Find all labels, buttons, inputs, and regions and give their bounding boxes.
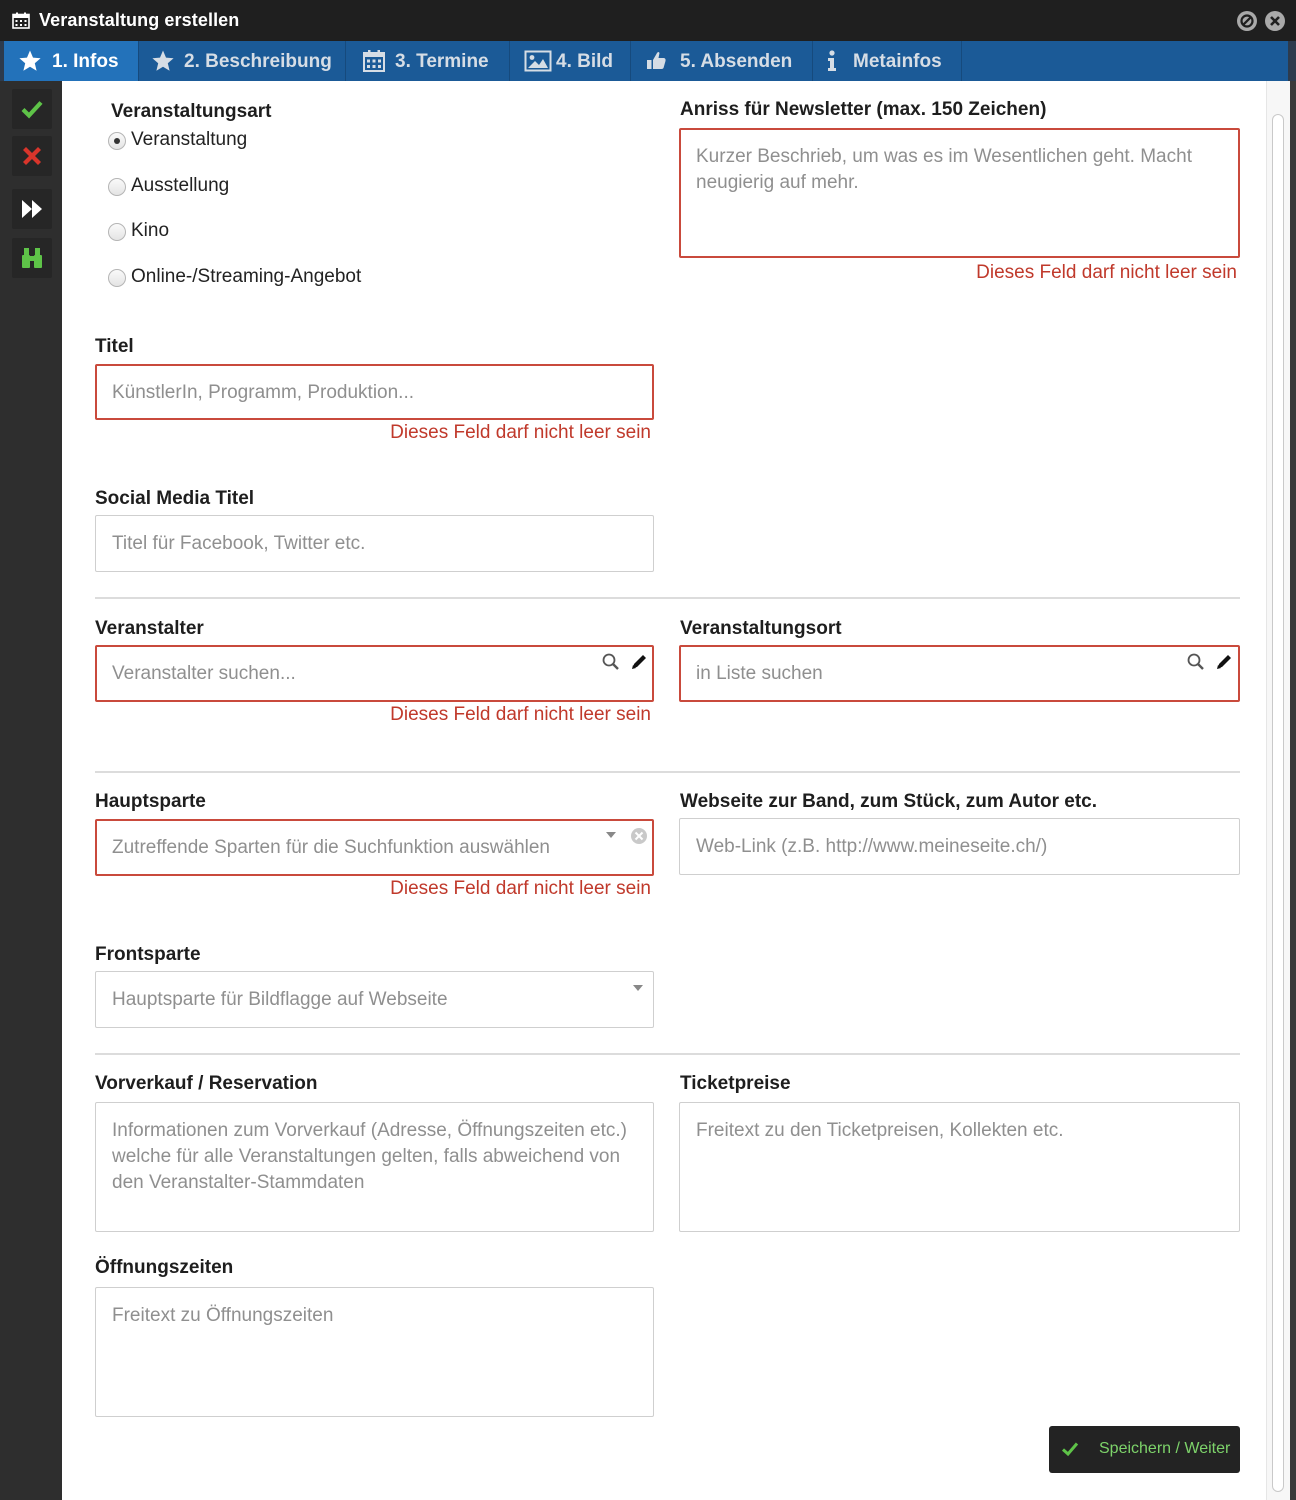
fast-forward-icon [20, 197, 44, 221]
social-title-label: Social Media Titel [95, 488, 255, 509]
tab-label: 2. Beschreibung [184, 51, 332, 72]
image-icon [524, 49, 552, 73]
ticket-prices-placeholder: Freitext zu den Ticketpreisen, Kollekten etc. [696, 1120, 1064, 1141]
thumbs-up-icon [645, 49, 667, 73]
tab-label: 3. Termine [395, 51, 489, 72]
tab-termine[interactable] [346, 41, 509, 81]
info-icon [825, 49, 839, 73]
tab-beschreibung[interactable] [139, 41, 345, 81]
front-category-select[interactable] [95, 971, 654, 1028]
close-button[interactable] [1265, 11, 1285, 31]
radio-button[interactable] [108, 223, 126, 241]
main-category-label: Hauptsparte [95, 791, 206, 812]
tab-infos[interactable] [4, 41, 138, 81]
newsletter-placeholder: Kurzer Beschrieb, um was es im Wesentlichen geht. Macht neugierig auf mehr. [696, 146, 1192, 193]
newsletter-label: Anriss für Newsletter (max. 150 Zeichen) [680, 99, 1047, 120]
tab-strip [4, 41, 1288, 81]
tab-label: 5. Absenden [680, 51, 793, 72]
ticket-prices-label: Ticketpreise [680, 1073, 791, 1094]
window-title: Veranstaltung erstellen [39, 10, 240, 30]
calendar-icon [362, 49, 386, 73]
organizer-search-input[interactable] [95, 645, 654, 702]
organizer-placeholder: Veranstalter suchen... [112, 663, 296, 684]
website-label: Webseite zur Band, zum Stück, zum Autor etc. [680, 791, 1098, 812]
event-type-label: Veranstaltungsart [111, 101, 272, 122]
main-category-error: Dieses Feld darf nicht leer sein [390, 878, 651, 899]
section-divider [95, 597, 1240, 599]
title-label: Titel [95, 336, 134, 357]
accept-button[interactable] [12, 89, 52, 129]
tab-separator [961, 41, 962, 81]
chevron-down-icon[interactable] [605, 831, 617, 839]
tab-absenden[interactable] [631, 41, 812, 81]
newsletter-textarea[interactable] [679, 128, 1240, 258]
main-category-placeholder: Zutreffende Sparten für die Suchfunktion auswählen [112, 837, 550, 858]
tab-label: Metainfos [853, 51, 942, 72]
social-title-placeholder: Titel für Facebook, Twitter etc. [112, 533, 366, 554]
tab-metainfos[interactable] [813, 41, 961, 81]
pencil-icon[interactable] [1214, 652, 1234, 672]
website-placeholder: Web-Link (z.B. http://www.meineseite.ch/) [696, 836, 1048, 857]
organizer-error: Dieses Feld darf nicht leer sein [390, 704, 651, 725]
radio-label: Online-/Streaming-Angebot [131, 266, 362, 287]
check-icon [1061, 1440, 1079, 1458]
star-icon [18, 49, 42, 73]
check-icon [20, 97, 44, 121]
presale-placeholder: Informationen zum Vorverkauf (Adresse, Öffnungszeiten etc.) welche für alle Veranstaltungen gelten, falls abweichend von den Veranstalter-Stammdaten [112, 1120, 628, 1193]
radio-button[interactable] [108, 132, 126, 150]
scrollbar-thumb[interactable] [1272, 114, 1284, 1492]
save-continue-button[interactable] [1049, 1426, 1240, 1473]
title-input[interactable] [95, 364, 654, 420]
chevron-down-icon[interactable] [632, 984, 644, 992]
action-sidebar [0, 81, 62, 1500]
radio-button[interactable] [108, 178, 126, 196]
title-error: Dieses Feld darf nicht leer sein [390, 422, 651, 443]
presale-textarea[interactable] [95, 1102, 654, 1232]
opening-hours-textarea[interactable] [95, 1287, 654, 1417]
presale-label: Vorverkauf / Reservation [95, 1073, 318, 1094]
tab-label: 1. Infos [52, 51, 119, 72]
front-category-placeholder: Hauptsparte für Bildflagge auf Webseite [112, 989, 448, 1010]
minimize-button[interactable] [1237, 11, 1257, 31]
pencil-icon[interactable] [629, 652, 649, 672]
radio-label: Kino [131, 220, 170, 241]
title-placeholder: KünstlerIn, Programm, Produktion... [112, 382, 415, 403]
tab-label: 4. Bild [556, 51, 614, 72]
ticket-prices-textarea[interactable] [679, 1102, 1240, 1232]
save-continue-label: Speichern / Weiter [1099, 1440, 1231, 1457]
close-icon [1265, 11, 1285, 31]
venue-search-input[interactable] [679, 645, 1240, 702]
opening-hours-label: Öffnungszeiten [95, 1257, 234, 1278]
section-divider [95, 1053, 1240, 1055]
cross-icon [20, 144, 44, 168]
tab-bild[interactable] [510, 41, 630, 81]
binoculars-icon [20, 246, 44, 270]
social-title-input[interactable] [95, 515, 654, 572]
search-icon[interactable] [601, 652, 621, 672]
newsletter-error: Dieses Feld darf nicht leer sein [976, 262, 1237, 283]
radio-label: Veranstaltung [131, 129, 248, 150]
front-category-label: Frontsparte [95, 944, 201, 965]
window-border [1290, 81, 1296, 1500]
radio-button[interactable] [108, 269, 126, 287]
clear-icon[interactable] [629, 826, 649, 846]
section-divider [95, 771, 1240, 773]
main-category-select[interactable] [95, 819, 654, 876]
window-titlebar [0, 0, 1296, 41]
preview-button[interactable] [12, 238, 52, 278]
tab-bar [0, 41, 1296, 81]
organizer-label: Veranstalter [95, 618, 204, 639]
calendar-icon [12, 12, 30, 29]
next-step-button[interactable] [12, 189, 52, 229]
cancel-button[interactable] [12, 136, 52, 176]
website-input[interactable] [679, 818, 1240, 875]
venue-placeholder: in Liste suchen [696, 663, 823, 684]
block-icon [1237, 11, 1257, 31]
opening-hours-placeholder: Freitext zu Öffnungszeiten [112, 1305, 334, 1326]
venue-label: Veranstaltungsort [680, 618, 842, 639]
radio-label: Ausstellung [131, 175, 230, 196]
search-icon[interactable] [1186, 652, 1206, 672]
star-icon [151, 49, 175, 73]
